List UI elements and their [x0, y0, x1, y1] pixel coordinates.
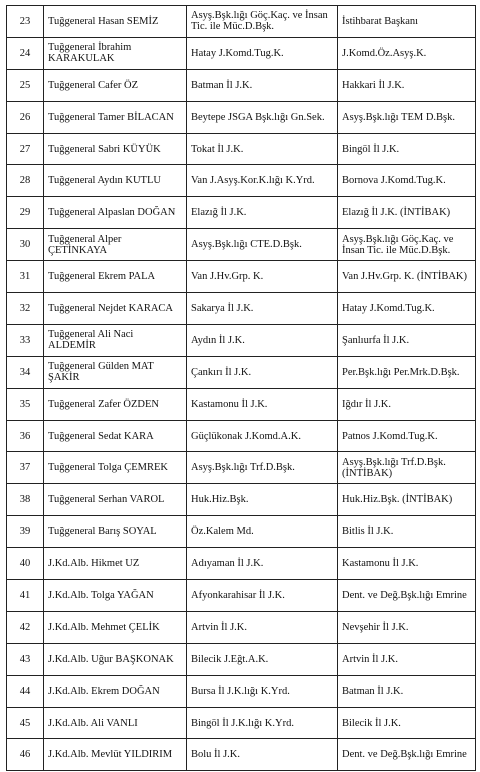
row-number: 38	[19, 494, 31, 506]
current-post-cell	[187, 293, 338, 325]
table-row	[7, 420, 476, 452]
table-row	[7, 643, 476, 675]
current-post: Asyş.Bşk.lığı Trf.D.Bşk.	[191, 462, 295, 474]
new-post-cell	[338, 420, 476, 452]
officer-name-cell	[44, 388, 187, 420]
current-post-cell	[187, 197, 338, 229]
row-number: 39	[19, 526, 31, 538]
current-post: Aydın İl J.K.	[191, 334, 245, 346]
current-post-cell	[187, 739, 338, 771]
current-post-cell	[187, 356, 338, 388]
current-post-cell	[187, 133, 338, 165]
row-number-cell	[7, 516, 44, 548]
table-row	[7, 580, 476, 612]
row-number-cell	[7, 6, 44, 38]
current-post: Huk.Hiz.Bşk.	[191, 494, 249, 506]
row-number-cell	[7, 611, 44, 643]
current-post: Van J.Asyş.Kor.K.lığı K.Yrd.	[191, 175, 315, 187]
row-number-cell	[7, 484, 44, 516]
current-post: Asyş.Bşk.lığı CTE.D.Bşk.	[191, 239, 302, 251]
current-post: Asyş.Bşk.lığı Göç.Kaç. ve İnsan Tic. ile Müc.D.Bşk.	[191, 10, 328, 33]
appointment-table-body	[7, 6, 476, 771]
officer-name: Tuğgeneral Ali Naci ALDEMİR	[48, 329, 134, 352]
current-post-cell	[187, 388, 338, 420]
officer-name-cell	[44, 197, 187, 229]
officer-name-cell	[44, 516, 187, 548]
current-post: Bolu İl J.K.	[191, 749, 241, 761]
new-post-cell	[338, 611, 476, 643]
new-post-cell	[338, 388, 476, 420]
table-row	[7, 293, 476, 325]
officer-name: J.Kd.Alb. Hikmet UZ	[48, 558, 140, 570]
current-post-cell	[187, 101, 338, 133]
table-row	[7, 484, 476, 516]
new-post-cell	[338, 707, 476, 739]
officer-name-cell	[44, 37, 187, 69]
new-post-cell	[338, 324, 476, 356]
table-row	[7, 739, 476, 771]
officer-name-cell	[44, 452, 187, 484]
row-number: 34	[19, 366, 31, 378]
row-number: 30	[19, 239, 31, 251]
officer-name: Tuğgeneral Alpaslan DOĞAN	[48, 207, 176, 219]
current-post-cell	[187, 452, 338, 484]
row-number: 23	[19, 15, 31, 27]
row-number-cell	[7, 69, 44, 101]
row-number: 37	[19, 462, 31, 474]
new-post: Kastamonu İl J.K.	[342, 558, 419, 570]
officer-name: Tuğgeneral Tolga ÇEMREK	[48, 462, 169, 474]
new-post-cell	[338, 261, 476, 293]
new-post: Huk.Hiz.Bşk. (İNTİBAK)	[342, 494, 453, 506]
current-post: Batman İl J.K.	[191, 79, 253, 91]
new-post: Elazığ İl J.K. (İNTİBAK)	[342, 207, 451, 219]
new-post: Bingöl İl J.K.	[342, 143, 400, 155]
current-post: Güçlükonak J.Komd.A.K.	[191, 430, 301, 442]
new-post-cell	[338, 133, 476, 165]
table-row	[7, 675, 476, 707]
new-post-cell	[338, 37, 476, 69]
new-post: Dent. ve Değ.Bşk.lığı Emrine	[342, 749, 467, 761]
new-post-cell	[338, 101, 476, 133]
table-row	[7, 707, 476, 739]
officer-name-cell	[44, 580, 187, 612]
current-post-cell	[187, 611, 338, 643]
row-number: 36	[19, 430, 31, 442]
officer-name: Tuğgeneral Nejdet KARACA	[48, 302, 174, 314]
current-post: Sakarya İl J.K.	[191, 302, 254, 314]
row-number-cell	[7, 420, 44, 452]
table-row	[7, 324, 476, 356]
new-post-cell	[338, 6, 476, 38]
officer-name: J.Kd.Alb. Ekrem DOĞAN	[48, 685, 160, 697]
new-post-cell	[338, 293, 476, 325]
current-post: Afyonkarahisar İl J.K.	[191, 589, 285, 601]
row-number: 28	[19, 175, 31, 187]
officer-name-cell	[44, 165, 187, 197]
row-number-cell	[7, 356, 44, 388]
row-number: 29	[19, 207, 31, 219]
current-post-cell	[187, 420, 338, 452]
new-post: Batman İl J.K.	[342, 685, 404, 697]
officer-name: Tuğgeneral Zafer ÖZDEN	[48, 398, 159, 410]
new-post-cell	[338, 643, 476, 675]
current-post: Tokat İl J.K.	[191, 143, 244, 155]
officer-name-cell	[44, 293, 187, 325]
officer-name: J.Kd.Alb. Ali VANLI	[48, 717, 138, 729]
row-number: 44	[19, 685, 31, 697]
new-post: İstihbarat Başkanı	[342, 15, 419, 27]
new-post: Hakkari İl J.K.	[342, 79, 405, 91]
new-post-cell	[338, 516, 476, 548]
row-number-cell	[7, 133, 44, 165]
officer-name-cell	[44, 643, 187, 675]
new-post-cell	[338, 675, 476, 707]
table-row	[7, 388, 476, 420]
new-post: J.Komd.Öz.Asyş.K.	[342, 47, 427, 59]
row-number: 35	[19, 398, 31, 410]
new-post-cell	[338, 452, 476, 484]
table-row	[7, 197, 476, 229]
current-post-cell	[187, 69, 338, 101]
current-post: Bingöl İl J.K.lığı K.Yrd.	[191, 717, 294, 729]
current-post: Artvin İl J.K.	[191, 621, 247, 633]
table-row	[7, 69, 476, 101]
officer-name: Tuğgeneral Serhan VAROL	[48, 494, 165, 506]
row-number-cell	[7, 101, 44, 133]
current-post-cell	[187, 580, 338, 612]
new-post-cell	[338, 739, 476, 771]
new-post-cell	[338, 229, 476, 261]
officer-name: Tuğgeneral Hasan SEMİZ	[48, 15, 159, 27]
row-number: 26	[19, 111, 31, 123]
officer-name: Tuğgeneral Barış SOYAL	[48, 526, 157, 538]
appointment-table	[6, 5, 476, 771]
row-number-cell	[7, 293, 44, 325]
officer-name: Tuğgeneral Cafer ÖZ	[48, 79, 139, 91]
current-post-cell	[187, 707, 338, 739]
officer-name-cell	[44, 6, 187, 38]
officer-name-cell	[44, 675, 187, 707]
officer-name: J.Kd.Alb. Tolga YAĞAN	[48, 589, 154, 601]
new-post: Bilecik İl J.K.	[342, 717, 401, 729]
current-post: Çankırı İl J.K.	[191, 366, 252, 378]
officer-name: Tuğgeneral Ekrem PALA	[48, 271, 156, 283]
row-number: 31	[19, 271, 31, 283]
new-post: Iğdır İl J.K.	[342, 398, 391, 410]
officer-name-cell	[44, 484, 187, 516]
current-post: Öz.Kalem Md.	[191, 526, 254, 538]
table-row	[7, 356, 476, 388]
new-post-cell	[338, 484, 476, 516]
officer-name: Tuğgeneral Alper ÇETİNKAYA	[48, 233, 122, 256]
new-post: Bornova J.Komd.Tug.K.	[342, 175, 446, 187]
row-number-cell	[7, 261, 44, 293]
row-number-cell	[7, 324, 44, 356]
officer-name-cell	[44, 420, 187, 452]
new-post: Patnos J.Komd.Tug.K.	[342, 430, 438, 442]
new-post-cell	[338, 548, 476, 580]
row-number-cell	[7, 37, 44, 69]
officer-name: Tuğgeneral Sedat KARA	[48, 430, 154, 442]
current-post: Hatay J.Komd.Tug.K.	[191, 47, 284, 59]
current-post: Bursa İl J.K.lığı K.Yrd.	[191, 685, 290, 697]
current-post-cell	[187, 643, 338, 675]
officer-name-cell	[44, 707, 187, 739]
new-post-cell	[338, 69, 476, 101]
row-number: 32	[19, 302, 31, 314]
table-row	[7, 452, 476, 484]
new-post: Van J.Hv.Grp. K. (İNTİBAK)	[342, 271, 468, 283]
current-post-cell	[187, 261, 338, 293]
current-post: Bilecik J.Eğt.A.K.	[191, 653, 269, 665]
table-row	[7, 548, 476, 580]
current-post-cell	[187, 324, 338, 356]
row-number-cell	[7, 675, 44, 707]
current-post-cell	[187, 165, 338, 197]
officer-name: J.Kd.Alb. Mevlüt YILDIRIM	[48, 749, 173, 761]
current-post-cell	[187, 675, 338, 707]
new-post-cell	[338, 165, 476, 197]
new-post: Bitlis İl J.K.	[342, 526, 394, 538]
current-post-cell	[187, 37, 338, 69]
row-number: 25	[19, 79, 31, 91]
row-number: 41	[19, 589, 31, 601]
row-number-cell	[7, 580, 44, 612]
officer-name: Tuğgeneral Aydın KUTLU	[48, 175, 161, 187]
officer-name-cell	[44, 548, 187, 580]
row-number: 43	[19, 653, 31, 665]
row-number-cell	[7, 197, 44, 229]
current-post-cell	[187, 484, 338, 516]
officer-name-cell	[44, 101, 187, 133]
current-post-cell	[187, 548, 338, 580]
officer-name-cell	[44, 133, 187, 165]
row-number: 33	[19, 334, 31, 346]
current-post: Elazığ İl J.K.	[191, 207, 247, 219]
row-number: 45	[19, 717, 31, 729]
current-post: Van J.Hv.Grp. K.	[191, 271, 264, 283]
row-number-cell	[7, 165, 44, 197]
row-number: 46	[19, 749, 31, 761]
officer-name: Tuğgeneral Tamer BİLACAN	[48, 111, 174, 123]
current-post-cell	[187, 229, 338, 261]
current-post: Beytepe JSGA Bşk.lığı Gn.Sek.	[191, 111, 325, 123]
table-row	[7, 6, 476, 38]
new-post: Artvin İl J.K.	[342, 653, 398, 665]
row-number-cell	[7, 739, 44, 771]
row-number-cell	[7, 452, 44, 484]
new-post: Asyş.Bşk.lığı Göç.Kaç. ve İnsan Tic. ile Müc.D.Bşk.	[342, 233, 454, 256]
row-number-cell	[7, 548, 44, 580]
row-number-cell	[7, 388, 44, 420]
new-post: Dent. ve Değ.Bşk.lığı Emrine	[342, 589, 467, 601]
new-post-cell	[338, 356, 476, 388]
row-number: 42	[19, 621, 31, 633]
officer-name-cell	[44, 739, 187, 771]
table-row	[7, 101, 476, 133]
new-post-cell	[338, 197, 476, 229]
current-post-cell	[187, 516, 338, 548]
officer-name-cell	[44, 229, 187, 261]
new-post: Şanlıurfa İl J.K.	[342, 334, 410, 346]
row-number: 40	[19, 558, 31, 570]
officer-name: J.Kd.Alb. Mehmet ÇELİK	[48, 621, 160, 633]
new-post: Asyş.Bşk.lığı TEM D.Bşk.	[342, 111, 455, 123]
officer-name-cell	[44, 324, 187, 356]
table-row	[7, 229, 476, 261]
officer-name-cell	[44, 69, 187, 101]
new-post: Hatay J.Komd.Tug.K.	[342, 302, 435, 314]
current-post-cell	[187, 6, 338, 38]
officer-name-cell	[44, 261, 187, 293]
new-post: Nevşehir İl J.K.	[342, 621, 409, 633]
new-post-cell	[338, 580, 476, 612]
current-post: Adıyaman İl J.K.	[191, 558, 264, 570]
table-row	[7, 261, 476, 293]
officer-name: Tuğgeneral Gülden MAT ŞAKİR	[48, 361, 154, 384]
row-number: 27	[19, 143, 31, 155]
officer-name: J.Kd.Alb. Uğur BAŞKONAK	[48, 653, 174, 665]
table-row	[7, 133, 476, 165]
row-number-cell	[7, 229, 44, 261]
table-row	[7, 611, 476, 643]
row-number-cell	[7, 643, 44, 675]
officer-name: Tuğgeneral İbrahim KARAKULAK	[48, 42, 132, 65]
officer-name: Tuğgeneral Sabri KÜYÜK	[48, 143, 161, 155]
new-post: Asyş.Bşk.lığı Trf.D.Bşk. (İNTİBAK)	[342, 456, 446, 479]
row-number: 24	[19, 47, 31, 59]
new-post: Per.Bşk.lığı Per.Mrk.D.Bşk.	[342, 366, 460, 378]
officer-name-cell	[44, 611, 187, 643]
table-row	[7, 165, 476, 197]
row-number-cell	[7, 707, 44, 739]
officer-name-cell	[44, 356, 187, 388]
table-row	[7, 37, 476, 69]
current-post: Kastamonu İl J.K.	[191, 398, 268, 410]
table-row	[7, 516, 476, 548]
